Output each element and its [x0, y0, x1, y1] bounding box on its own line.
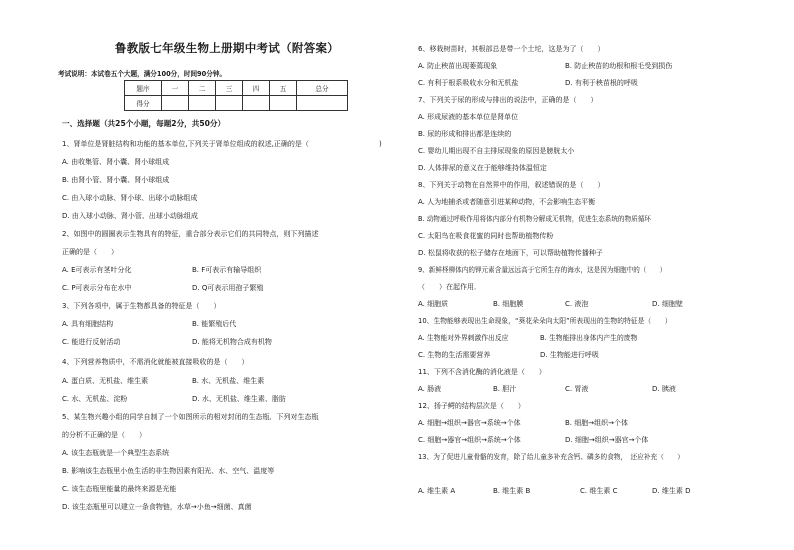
question-2-option-b: B. F可表示有输导组织 — [192, 266, 262, 274]
score-cell[interactable] — [189, 96, 216, 111]
question-9-option-b: B. 细胞膜 — [493, 300, 524, 308]
question-3-option-c: C. 能进行反射活动 — [62, 338, 121, 346]
question-4: 4、下列营养物质中，不需消化就能被直接吸收的是（ ） — [62, 358, 249, 366]
score-table-score-row — [125, 96, 348, 111]
question-2-option-d: D. Q可表示用孢子繁殖 — [192, 284, 264, 292]
question-7-option-d: D. 人体排尿的意义在于能够维持体温恒定 — [418, 164, 547, 172]
question-3: 3、下列各项中，属于生物都具备的特征是（ ） — [62, 302, 221, 310]
question-2-line2: 正确的是（ ） — [62, 248, 118, 256]
question-11-option-b: B. 胆汁 — [493, 385, 517, 393]
question-11-option-d: D. 胰液 — [652, 385, 676, 393]
question-3-option-b: B. 能繁殖后代 — [192, 320, 237, 328]
question-8-option-b: B. 动物通过呼吸作用将体内部分有机物分解成无机物，促进生态系统的物质循环 — [418, 215, 651, 223]
question-12-option-d: D. 细胞→组织→器官→个体 — [565, 436, 649, 444]
question-9-option-c: C. 液泡 — [565, 300, 589, 308]
score-cell[interactable] — [216, 96, 243, 111]
score-header-cell: 五 — [270, 81, 297, 96]
question-6-option-c: C. 有利于根系吸收水分和无机盐 — [418, 79, 519, 87]
question-11-option-c: C. 胃液 — [565, 385, 589, 393]
score-cell[interactable] — [297, 96, 348, 111]
score-cell[interactable] — [162, 96, 189, 111]
score-header-cell: 三 — [216, 81, 243, 96]
question-13-option-d: D. 维生素 D — [652, 487, 691, 495]
question-13: 13、为了促进儿童骨骼的发育，除了给儿童多补充含钙、磷多的食物， 还应补充（ ） — [418, 453, 684, 461]
question-3-option-a: A. 具有细胞结构 — [62, 320, 114, 328]
question-5-option-d: D. 该生态瓶里可以建立一条食物链，水草→小鱼→细菌、真菌 — [62, 503, 252, 511]
score-header-cell: 总分 — [297, 81, 348, 96]
score-header-cell: 题序 — [125, 81, 162, 96]
question-5-option-b: B. 影响该生态瓶里小鱼生活的非生物因素有阳光、水、空气、温度等 — [62, 467, 275, 475]
question-2-option-c: C. P可表示分布在水中 — [62, 284, 132, 292]
question-1-option-a: A. 由收集管、肾小囊、肾小球组成 — [62, 158, 170, 166]
score-header-cell: 四 — [243, 81, 270, 96]
question-10-option-b: B. 生物能排出身体内产生的废物 — [540, 334, 638, 342]
score-header-cell: 一 — [162, 81, 189, 96]
question-11: 11、下列不含消化酶的消化液是（ ） — [418, 368, 546, 376]
question-9-line2: （ ）在起作用． — [418, 283, 481, 291]
question-8-option-d: D. 松鼠将收获的松子储存在地面下，可以帮助植物传播种子 — [418, 249, 603, 257]
question-2-line1: 2、如图中的圆圈表示生物具有的特征，重合部分表示它们的共同特点，则下列描述 — [62, 230, 319, 238]
question-4-option-a: A. 蛋白质、无机盐、维生素 — [62, 377, 149, 385]
section-heading: 一、选择题（共25个小题，每题2分，共50分） — [62, 119, 226, 128]
question-1-paren: ) — [379, 140, 382, 148]
score-row-label: 得分 — [125, 96, 162, 111]
question-10-option-d: D. 生物能进行呼吸 — [540, 351, 599, 359]
page-title: 鲁教版七年级生物上册期中考试（附答案） — [114, 41, 340, 55]
question-5-option-a: A. 该生态瓶就是一个典型生态系统 — [62, 449, 170, 457]
question-5-line2: 的分析不正确的是（ ） — [62, 431, 146, 439]
question-6-option-d: D. 有利于秧苗根的呼吸 — [565, 79, 638, 87]
score-cell[interactable] — [243, 96, 270, 111]
question-10-option-c: C. 生物的生活需要营养 — [418, 351, 491, 359]
question-6-option-a: A. 防止秧苗出现萎蔫现象 — [418, 62, 498, 70]
question-9-option-d: D. 细胞壁 — [652, 300, 683, 308]
question-13-option-c: C. 维生素 C — [580, 487, 618, 495]
question-8-option-a: A. 人为地捕杀或者随意引进某种动物，不会影响生态平衡 — [418, 198, 596, 206]
question-3-option-d: D. 能将无机物合成有机物 — [192, 338, 272, 346]
question-4-option-b: B. 水、无机盐、维生素 — [192, 377, 265, 385]
question-7-option-c: C. 婴幼儿期出现不自主排尿现象的原因是膀胱太小 — [418, 147, 575, 155]
question-8-option-c: C. 太阳鸟在吸食花蜜的同时也帮助植物传粉 — [418, 232, 554, 240]
score-cell[interactable] — [270, 96, 297, 111]
question-7: 7、下列关于尿的形成与排出的说法中，正确的是（ ） — [418, 96, 598, 104]
question-10-option-a: A. 生物能对外界刺激作出反应 — [418, 334, 509, 342]
question-5-option-c: C. 该生态瓶里能量的最终来源是光能 — [62, 485, 177, 493]
question-7-option-b: B. 尿的形成和排出都是连续的 — [418, 130, 512, 138]
question-12-option-c: C. 细胞→器官→组织→系统→个体 — [418, 436, 521, 444]
score-table-header-row — [125, 81, 348, 96]
question-1-option-d: D. 由入球小动脉、肾小管、出球小动脉组成 — [62, 212, 198, 220]
question-4-option-c: C. 水、无机盐、淀粉 — [62, 395, 128, 403]
question-13-option-b: B. 维生素 B — [493, 487, 531, 495]
question-11-option-a: A. 肠液 — [418, 385, 442, 393]
score-header-cell: 二 — [189, 81, 216, 96]
question-6: 6、移栽树苗时，其根部总是带一个土坨，这是为了（ ） — [418, 45, 605, 53]
question-12-option-a: A. 细胞→组织→器官→系统→个体 — [418, 419, 521, 427]
question-9-line1: 9、新鲜柽柳体内的钾元素含量远远高于它所生存的海水，这是因为细胞中的（ ） — [418, 266, 667, 274]
question-7-option-a: A. 形成尿液的基本单位是肾单位 — [418, 113, 519, 121]
question-1-option-c: C. 由入球小动脉、肾小球、出球小动脉组成 — [62, 194, 198, 202]
question-13-option-a: A. 维生素 A — [418, 487, 456, 495]
question-9-option-a: A. 细胞质 — [418, 300, 449, 308]
question-6-option-b: B. 防止秧苗的幼根和根毛受到损伤 — [565, 62, 673, 70]
question-4-option-d: D. 水、无机盐、维生素、脂肪 — [192, 395, 286, 403]
question-12: 12、扬子鳄的结构层次是（ ） — [418, 402, 525, 410]
question-8: 8、下列关于动物在自然界中的作用，叙述错误的是（ ） — [418, 181, 605, 189]
exam-note: 考试说明：本试卷五个大题，满分100分，时间90分钟。 — [58, 70, 227, 78]
question-1-option-b: B. 由肾小管、肾小囊、肾小球组成 — [62, 176, 170, 184]
question-2-option-a: A. E可表示有茎叶分化 — [62, 266, 132, 274]
question-12-option-b: B. 细胞→组织→个体 — [565, 419, 628, 427]
score-table — [124, 80, 348, 111]
question-10: 10、生物能够表现出生命现象，“葵花朵朵向太阳”所表现出的生物的特征是（ ） — [418, 317, 672, 325]
question-5-line1: 5、某生物兴趣小组的同学自制了一个如图所示的相对封闭的生态瓶．下列对生态瓶 — [62, 413, 319, 421]
question-1-line1: 1、肾单位是肾脏结构和功能的基本单位,下列关于肾单位组成的叙述,正确的是（ — [62, 140, 309, 148]
